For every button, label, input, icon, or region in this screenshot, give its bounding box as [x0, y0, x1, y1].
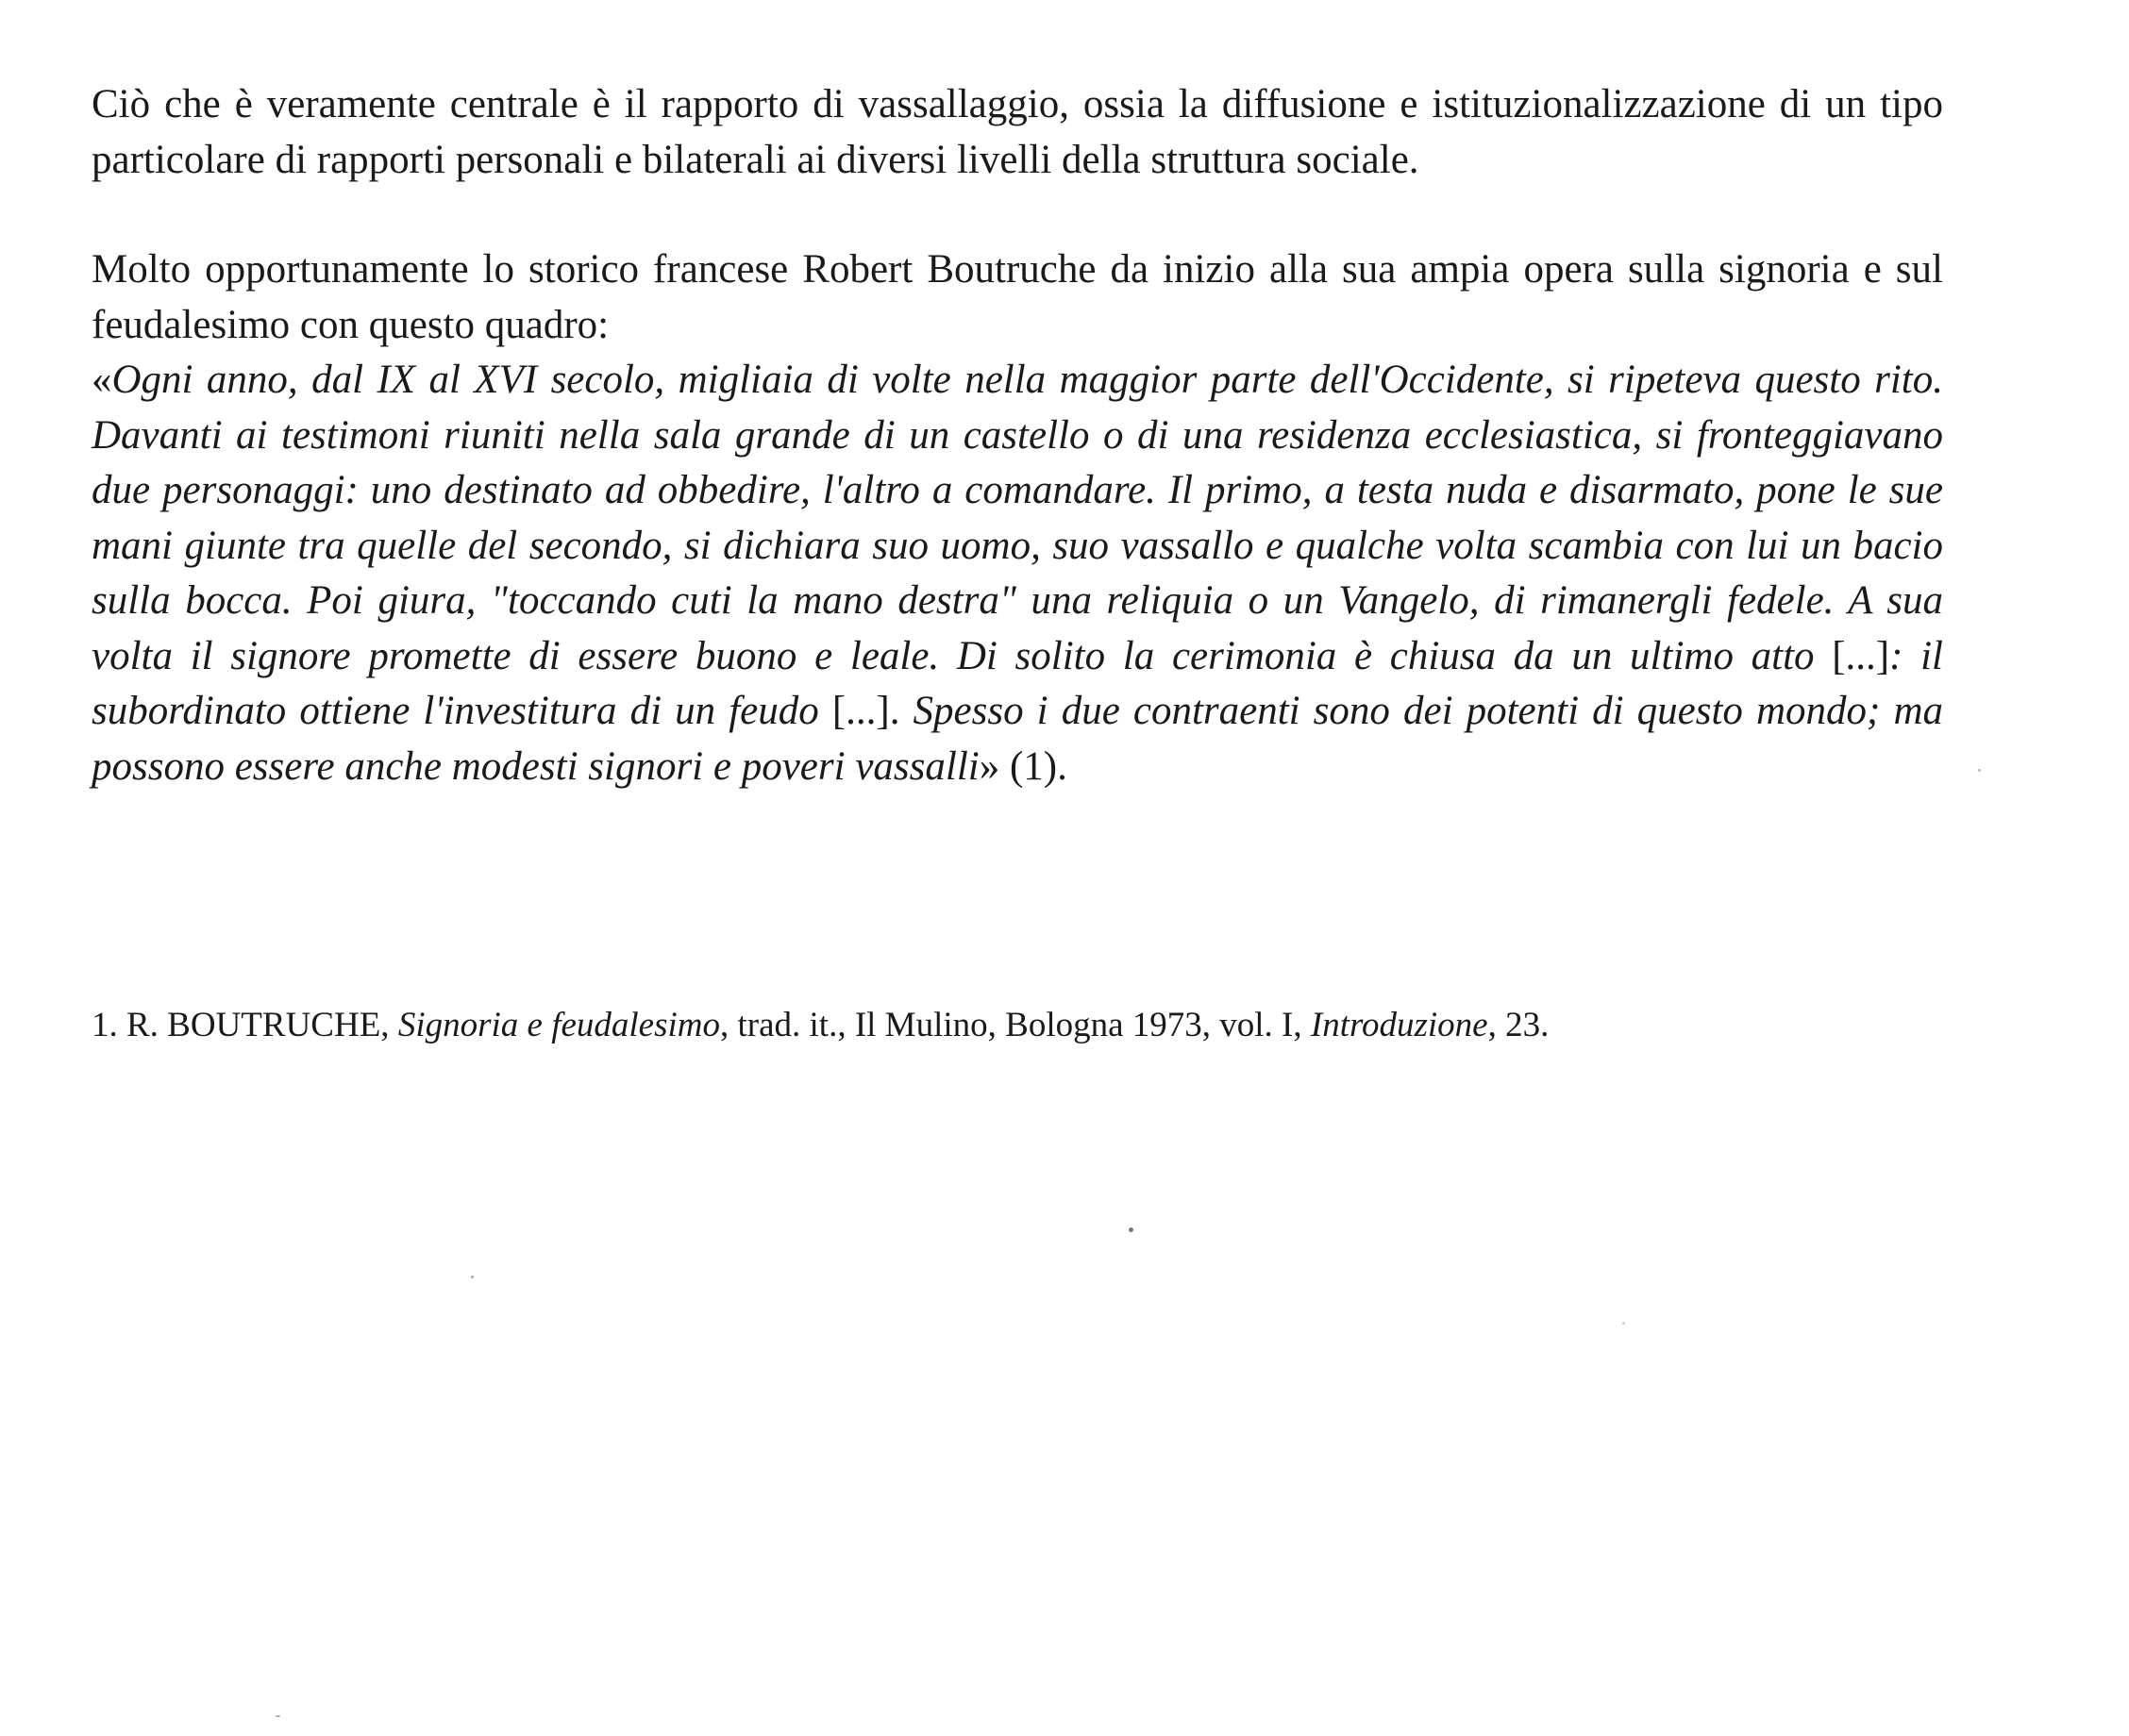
footnote	[92, 1003, 1943, 1048]
quote-open-mark: «	[92, 358, 112, 402]
scan-speck	[276, 1715, 280, 1717]
quote-close-mark: » (1).	[979, 743, 1067, 789]
quote-ellipsis-1: [...]	[1832, 633, 1890, 678]
quote-text-b: : il subordinato ottiene l'investitura di un feudo	[92, 633, 1943, 733]
quote-text-a: Ogni anno, dal IX al XVI secolo, migliaia di volte nella maggior parte dell'Occidente, si ripeteva questo rito. Davanti ai testimoni riuniti nella sala grande di un castello o di una residenza ecclesiastica, si fronteggiavano due personaggi: uno destinato ad obbedire, l'altro a comandare. Il primo, a testa nuda e disarmato, pone le sue mani giunte tra quelle del secondo, si dichiara suo uomo, suo vassallo e qualche volta scambia con lui un bacio sulla bocca. Poi giura, "toccando cuti la mano destra" una reliquia o un Vangelo, di rimanergli fedele. A sua volta il signore promette di essere buono e leale. Di solito la cerimonia è chiusa da un ultimo atto	[92, 358, 1943, 678]
scan-speck	[471, 1276, 474, 1278]
document-body	[92, 77, 1943, 794]
scan-speck	[1978, 769, 1981, 772]
scan-speck	[1129, 1227, 1133, 1232]
footnote-page: , 23.	[1487, 1006, 1550, 1044]
footnote-author: 1. R. BOUTRUCHE,	[92, 1006, 398, 1044]
footnote-title: Signoria e feudalesimo	[397, 1006, 720, 1044]
paragraph-boutruche	[92, 242, 1943, 794]
paragraph-intro: Molto opportunamente lo storico francese Robert Boutruche da inizio alla sua ampia opera sulla signoria e sul feudalesimo con questo quadro:	[92, 247, 1943, 347]
footnote-section: Introduzione	[1310, 1006, 1488, 1044]
quote-text-c: Spesso i due contraenti sono dei potenti di questo mondo; ma possono essere anche modesti signori e poveri vassalli	[92, 689, 1943, 789]
scan-speck	[1622, 1322, 1625, 1325]
paragraph-vassalage: Ciò che è veramente centrale è il rapporto di vassallaggio, ossia la diffusione e istituzionalizzazione di un tipo particolare di rapporti personali e bilaterali ai diversi livelli della struttura sociale.	[92, 82, 1943, 182]
quote-ellipsis-2: [...].	[831, 689, 900, 733]
footnote-publisher: , trad. it., Il Mulino, Bologna 1973, vol. I,	[720, 1006, 1311, 1044]
